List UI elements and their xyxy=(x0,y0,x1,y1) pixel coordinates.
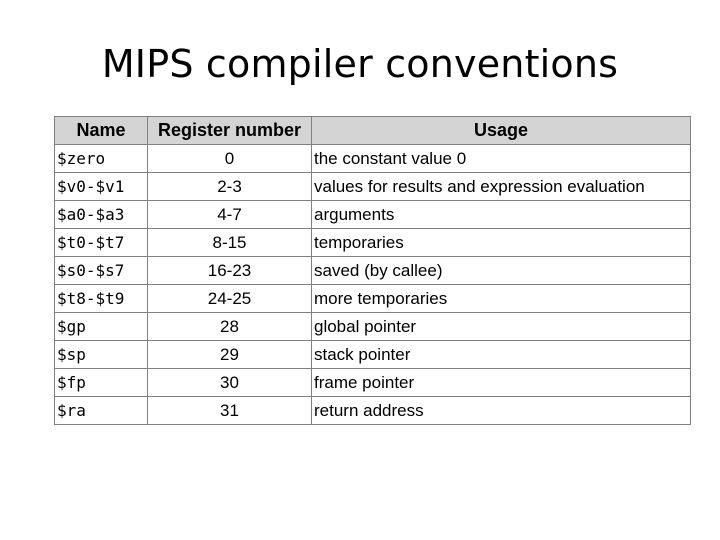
register-usage: values for results and expression evaluation xyxy=(312,173,691,201)
register-usage: global pointer xyxy=(312,313,691,341)
table-row xyxy=(55,173,691,201)
register-number: 4-7 xyxy=(148,201,312,229)
register-number: 2-3 xyxy=(148,173,312,201)
register-usage: temporaries xyxy=(312,229,691,257)
register-usage: more temporaries xyxy=(312,285,691,313)
register-number: 31 xyxy=(148,397,312,425)
register-name: $t8-$t9 xyxy=(55,285,148,313)
register-number: 29 xyxy=(148,341,312,369)
column-header-register-number: Register number xyxy=(148,117,312,145)
register-name: $a0-$a3 xyxy=(55,201,148,229)
table-row xyxy=(55,397,691,425)
column-header-name: Name xyxy=(55,117,148,145)
table-row xyxy=(55,201,691,229)
register-usage: saved (by callee) xyxy=(312,257,691,285)
register-table xyxy=(54,116,691,425)
column-header-usage: Usage xyxy=(312,117,691,145)
table-row xyxy=(55,313,691,341)
register-number: 24-25 xyxy=(148,285,312,313)
register-name: $t0-$t7 xyxy=(55,229,148,257)
table-row xyxy=(55,341,691,369)
register-name: $zero xyxy=(55,145,148,173)
table-row xyxy=(55,257,691,285)
register-usage: frame pointer xyxy=(312,369,691,397)
register-number: 8-15 xyxy=(148,229,312,257)
register-number: 30 xyxy=(148,369,312,397)
register-name: $s0-$s7 xyxy=(55,257,148,285)
register-usage: stack pointer xyxy=(312,341,691,369)
register-name: $ra xyxy=(55,397,148,425)
slide-title: MIPS compiler conventions xyxy=(101,42,619,86)
table-row xyxy=(55,369,691,397)
register-name: $sp xyxy=(55,341,148,369)
register-number: 28 xyxy=(148,313,312,341)
register-usage: the constant value 0 xyxy=(312,145,691,173)
register-name: $fp xyxy=(55,369,148,397)
register-usage: arguments xyxy=(312,201,691,229)
register-name: $gp xyxy=(55,313,148,341)
register-number: 16-23 xyxy=(148,257,312,285)
register-usage: return address xyxy=(312,397,691,425)
table-row xyxy=(55,145,691,173)
register-name: $v0-$v1 xyxy=(55,173,148,201)
register-number: 0 xyxy=(148,145,312,173)
table-row xyxy=(55,285,691,313)
header-row xyxy=(55,117,691,145)
table-row xyxy=(55,229,691,257)
